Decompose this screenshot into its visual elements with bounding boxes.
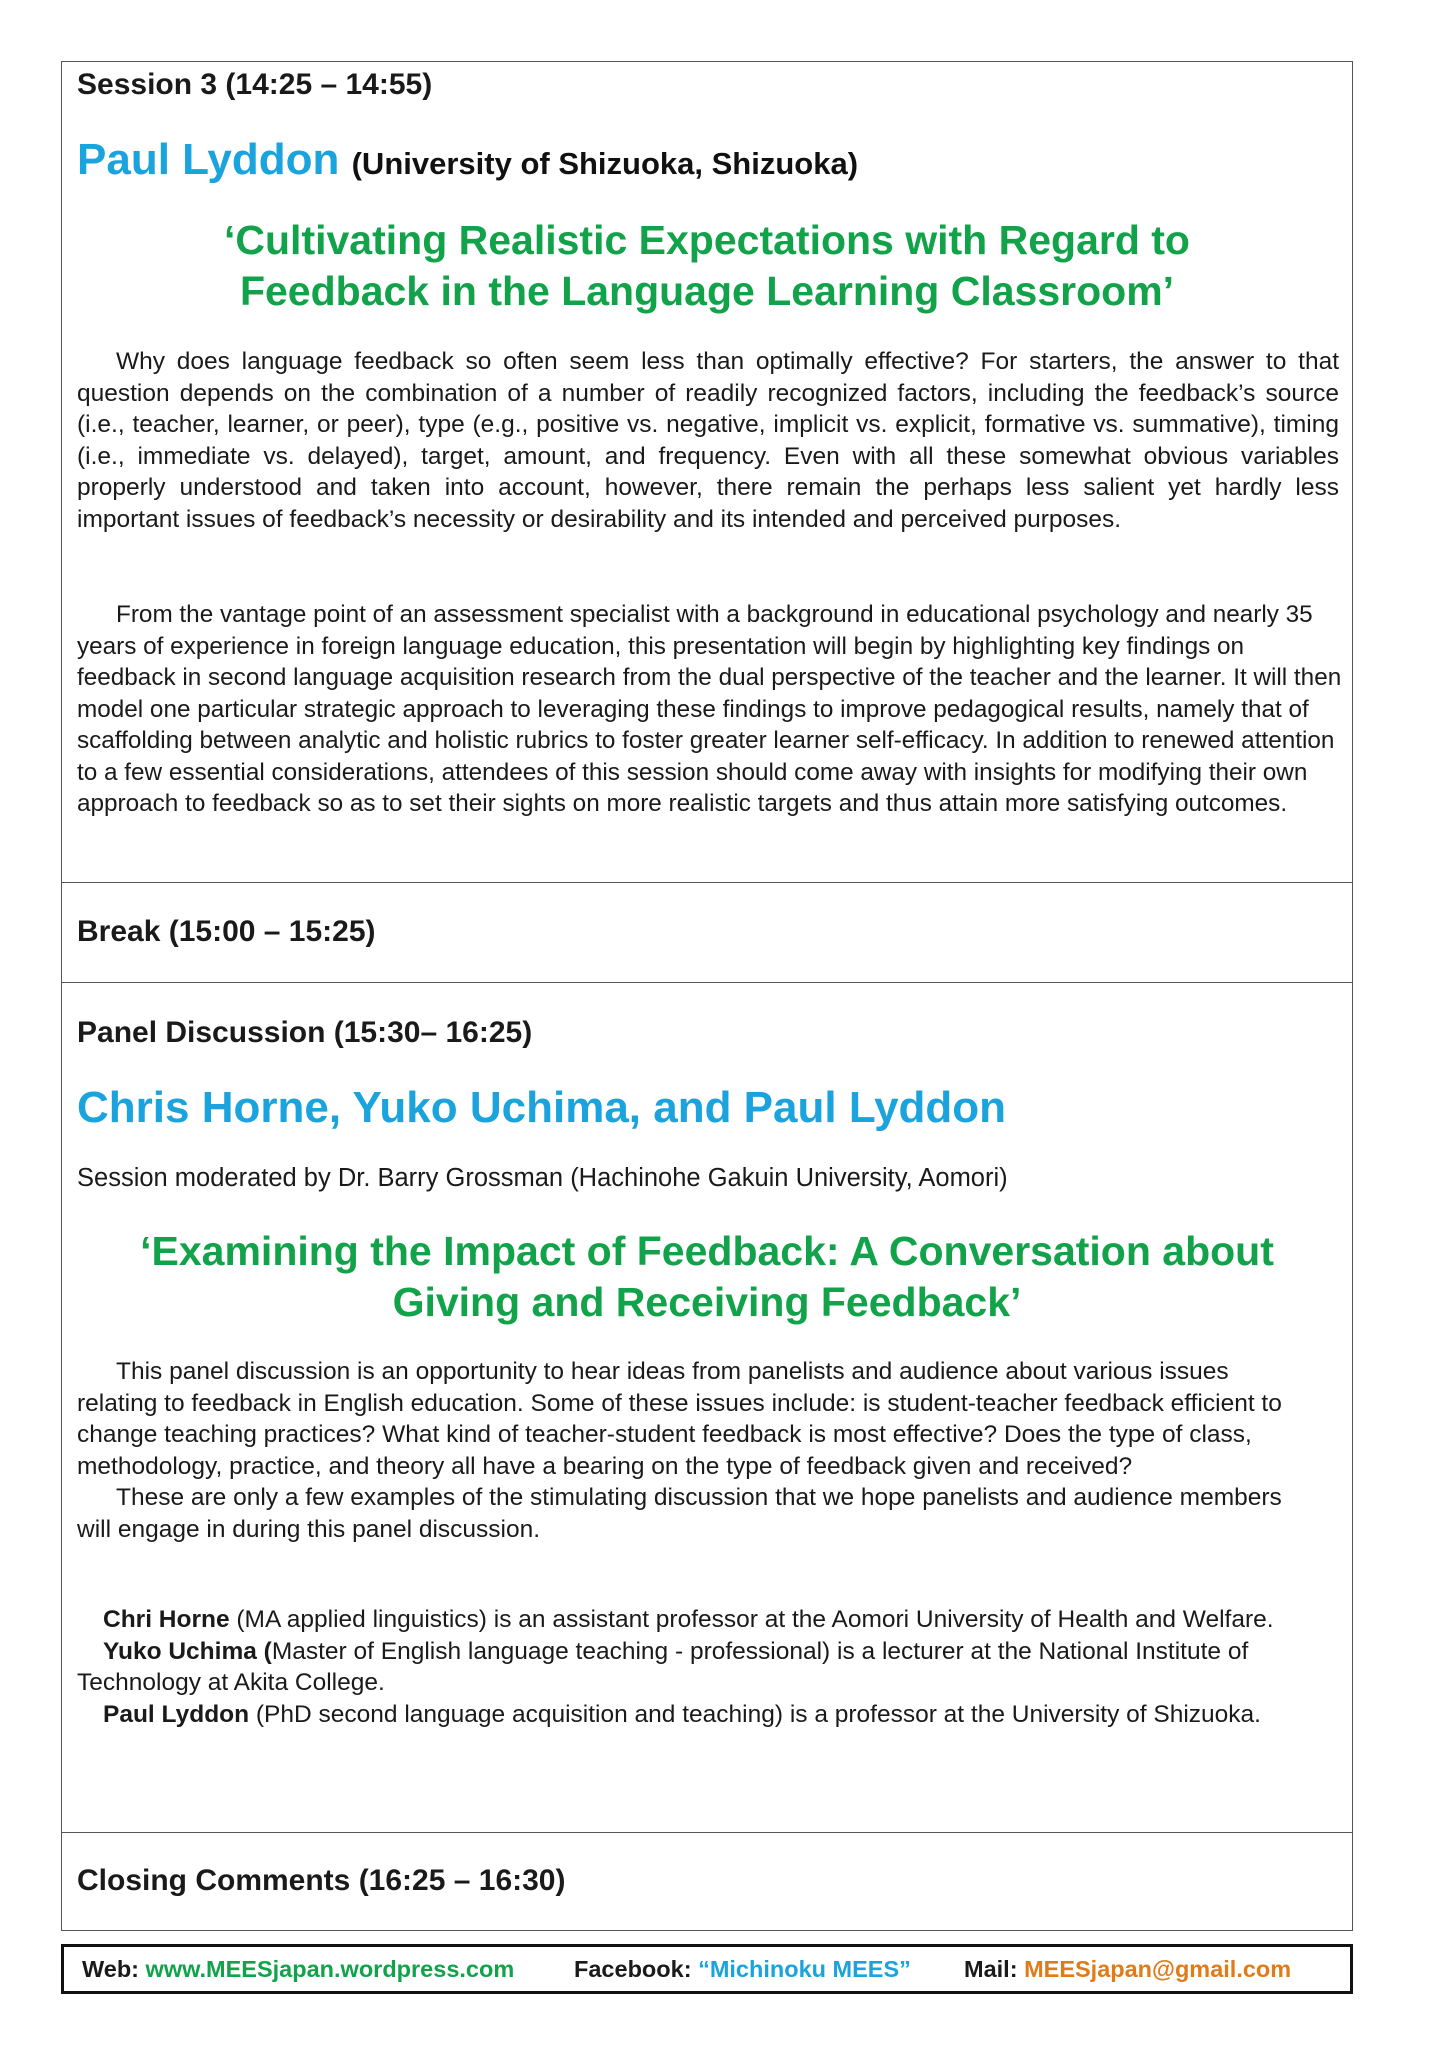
panel-paragraph-2: These are only a few examples of the stimulating discussion that we hope panelists and audience members will engage in during this panel discussion. bbox=[77, 1484, 1282, 1543]
bio-chris-horne bbox=[77, 1604, 1312, 1636]
speaker-name: Paul Lyddon bbox=[77, 135, 340, 184]
program-frame bbox=[61, 61, 1353, 1931]
session-3-heading: Session 3 (14:25 – 14:55) bbox=[77, 68, 433, 101]
bio-text: (MA applied linguistics) is an assistant professor at the Aomori University of Health and Welfare. bbox=[229, 1606, 1274, 1633]
title-line-1: ‘Examining the Impact of Feedback: A Conversation about bbox=[140, 1228, 1274, 1274]
footer-web bbox=[82, 1947, 514, 1991]
bio-name: Chri Horne bbox=[103, 1606, 230, 1633]
footer-mail bbox=[964, 1947, 1291, 1991]
panel-heading: Panel Discussion (15:30– 16:25) bbox=[77, 1016, 533, 1049]
panel-description bbox=[77, 1356, 1292, 1545]
panel-speakers: Chris Horne, Yuko Uchima, and Paul Lyddon bbox=[77, 1083, 1007, 1132]
speaker-affiliation: (University of Shizuoka, Shizuoka) bbox=[351, 146, 859, 181]
web-link[interactable]: www.MEESjapan.wordpress.com bbox=[145, 1956, 515, 1982]
session-3-speaker bbox=[77, 134, 858, 190]
bio-name: Yuko Uchima ( bbox=[103, 1637, 272, 1665]
panelist-bios bbox=[77, 1604, 1312, 1730]
session-3-paragraph-2: From the vantage point of an assessment specialist with a background in educational psychology and nearly 35 years of experience in foreign language education, this presentation will begin by highlighting key findings on feedback in second language acquisition research from the dual perspective of the teacher and the learner. It will then model one particular strategic approach to leveraging these findings to improve pedagogical results, namely that of scaffolding between analytic and holistic rubrics to foster greater learner self-efficacy. In addition to renewed attention to a few essential considerations, attendees of this session should come away with insights for modifying their own approach to feedback so as to set their sights on more realistic targets and thus attain more satisfying outcomes. bbox=[77, 601, 1342, 817]
break-section bbox=[62, 882, 1352, 982]
panel-paragraph-1: This panel discussion is an opportunity to hear ideas from panelists and audience about various issues relating to feedback in English education. Some of these issues include: is student-teacher feedback efficient to change teaching practices? What kind of teacher-student feedback is most effective? Does the type of class, methodology, practice, and theory all have a bearing on the type of feedback given and received? bbox=[77, 1358, 1282, 1480]
footer-facebook bbox=[574, 1947, 911, 1991]
closing-section bbox=[62, 1832, 1352, 1932]
break-heading: Break (15:00 – 15:25) bbox=[77, 915, 376, 948]
closing-heading: Closing Comments (16:25 – 16:30) bbox=[77, 1864, 566, 1897]
facebook-link[interactable]: “Michinoku MEES” bbox=[698, 1956, 911, 1982]
bio-yuko-uchima bbox=[77, 1636, 1312, 1699]
session-3-paragraph-1: Why does language feedback so often seem less than optimally effective? For starters, the answer to that question depends on the combination of a number of readily recognized factors, including the feedback’s source (i.e., teacher, learner, or peer), type (e.g., positive vs. negative, implicit vs. explicit, formative vs. summative), timing (i.e., immediate vs. delayed), target, amount, and frequency. Even with all these somewhat obvious variables properly understood and taken into account, however, there remain the perhaps less salient yet hardly less important issues of feedback’s necessity or desirability and its intended and perceived purposes. bbox=[77, 348, 1339, 533]
session-3-section bbox=[62, 62, 1352, 882]
title-line-2: Giving and Receiving Feedback’ bbox=[392, 1279, 1022, 1325]
panel-section bbox=[62, 982, 1352, 1832]
bio-paul-lyddon bbox=[77, 1699, 1312, 1731]
panel-title bbox=[62, 1226, 1352, 1328]
mail-label: Mail: bbox=[964, 1956, 1018, 1982]
mail-link[interactable]: MEESjapan@gmail.com bbox=[1024, 1956, 1292, 1982]
bio-text: Master of English language teaching - professional) is a lecturer at the National Institute of Technology at Akita College. bbox=[77, 1637, 1249, 1696]
contact-footer bbox=[61, 1944, 1353, 1994]
panel-moderator: Session moderated by Dr. Barry Grossman (Hachinohe Gakuin University, Aomori) bbox=[77, 1164, 1008, 1192]
bio-text: (PhD second language acquisition and teaching) is a professor at the University of Shizuoka. bbox=[249, 1700, 1261, 1728]
title-line-1: ‘Cultivating Realistic Expectations with Regard to bbox=[224, 217, 1190, 263]
web-label: Web: bbox=[82, 1956, 140, 1982]
bio-name: Paul Lyddon bbox=[103, 1700, 250, 1728]
session-3-title bbox=[62, 215, 1352, 317]
title-line-2: Feedback in the Language Learning Classroom’ bbox=[239, 268, 1175, 314]
facebook-label: Facebook: bbox=[574, 1956, 692, 1982]
